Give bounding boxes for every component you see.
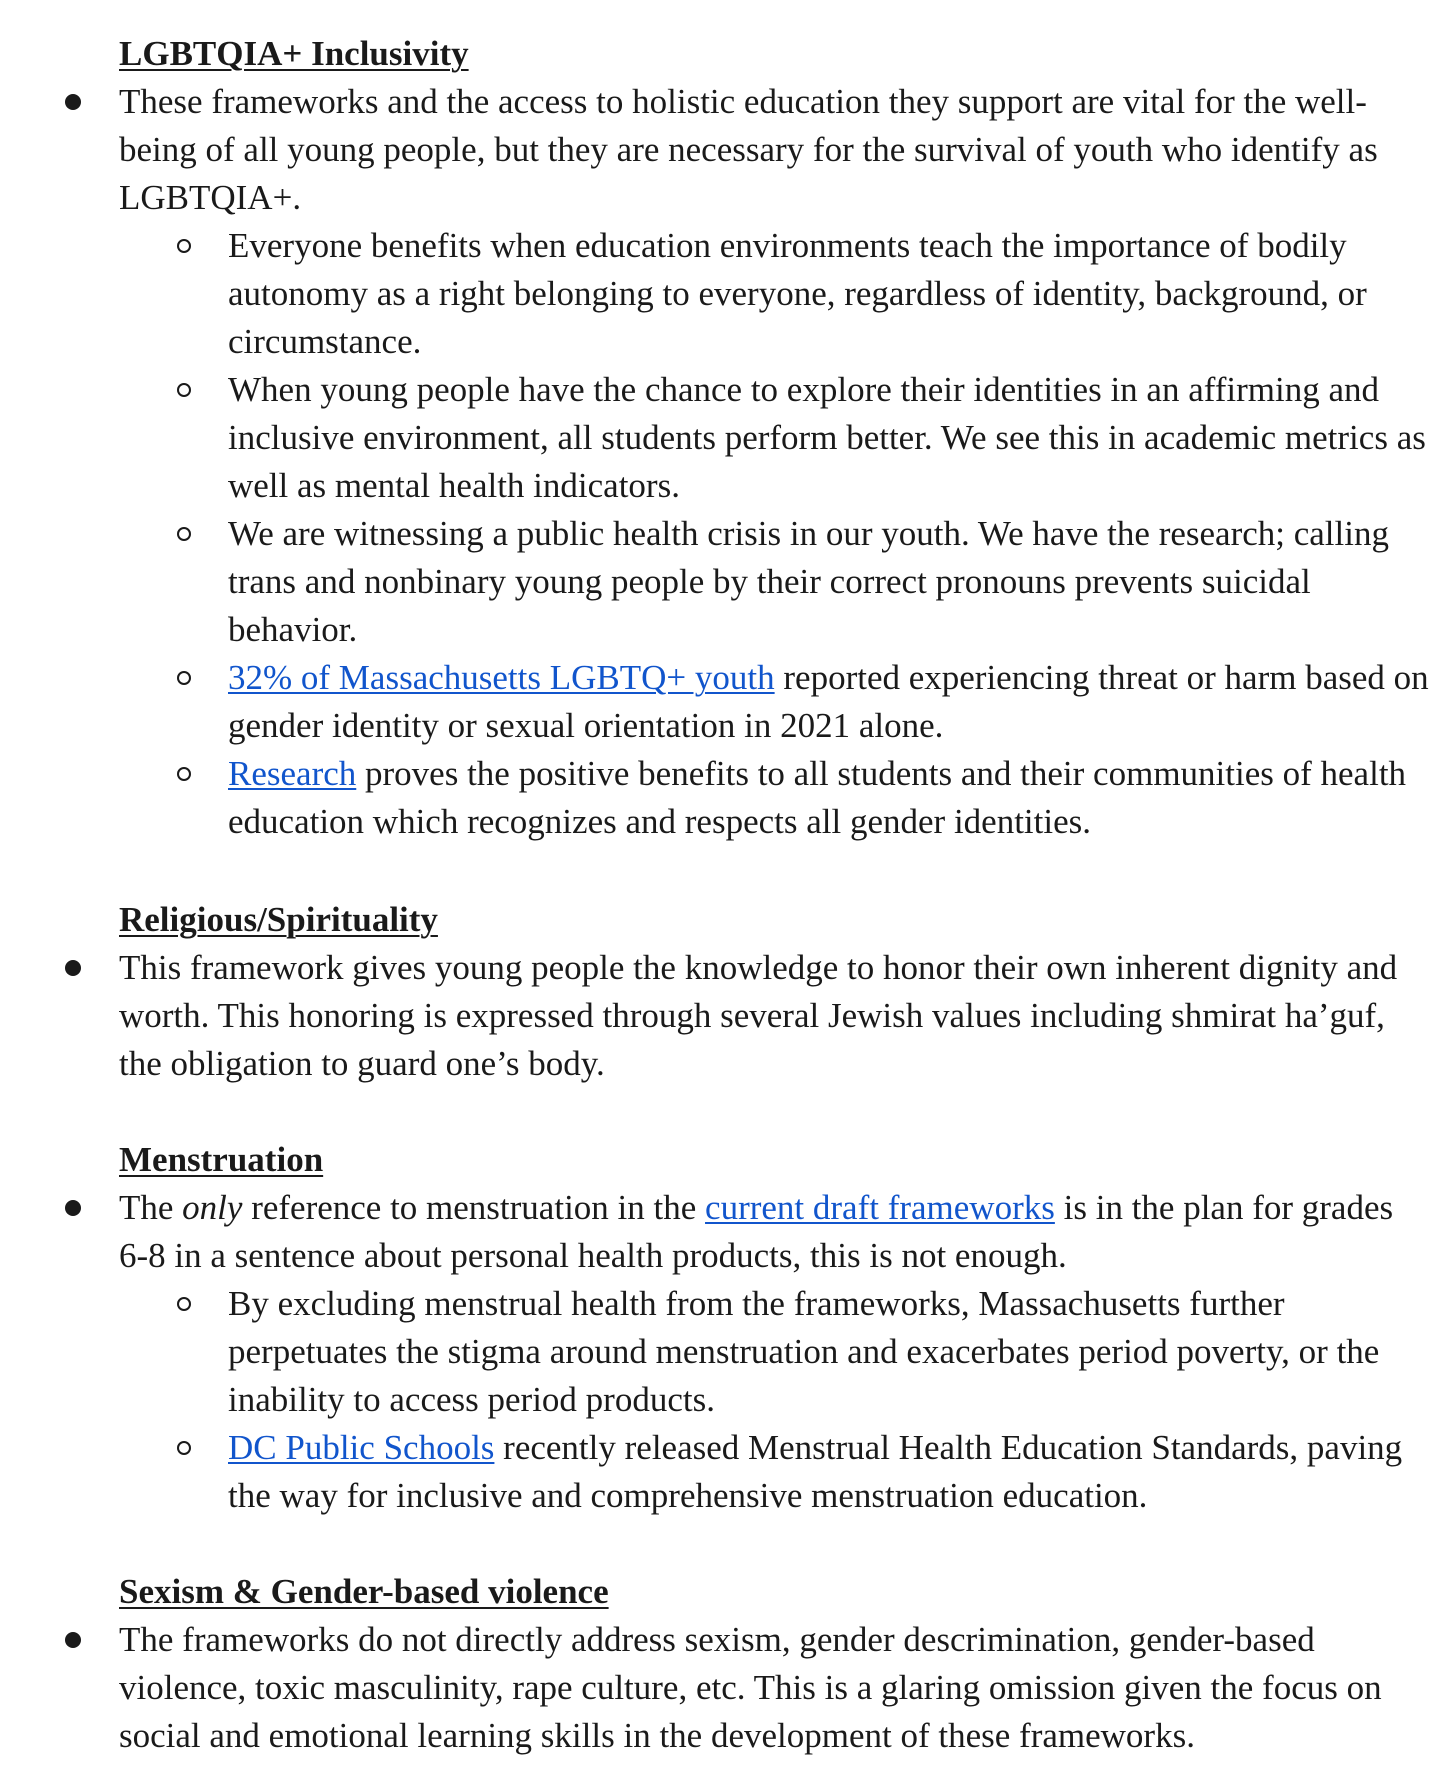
bullet-text: The frameworks do not directly address sexism, gender descrimination, gender-based violence, toxic masculinity, rape culture, etc. This is a glaring omission given the focus on social and emotional learning skills in the development of these frameworks. (119, 1620, 1382, 1755)
sub-bullet-circle-icon (177, 1297, 191, 1311)
sub-bullet-circle-icon (177, 1441, 191, 1455)
sub-bullet-text: Everyone benefits when education environments teach the importance of bodily autonomy as a right belonging to everyone, regardless of identity, background, or circumstance. (228, 226, 1367, 361)
sub-bullet-circle-icon (177, 527, 191, 541)
section-heading: Menstruation (119, 1140, 324, 1179)
bullet-disc-icon (65, 1200, 81, 1216)
research-link[interactable]: Research (228, 754, 357, 793)
bullet-text: These frameworks and the access to holistic education they support are vital for the well-being of all young people, but they are necessary for the survival of youth who identify as LGBTQIA+. (119, 82, 1378, 217)
section-heading: Sexism & Gender-based violence (119, 1572, 609, 1611)
emphasis-text: only (182, 1188, 243, 1227)
massachusetts-lgbtq-youth-link[interactable]: 32% of Massachusetts LGBTQ+ youth (228, 658, 775, 697)
sub-bullet-text-rest: recently released Menstrual Health Education Standards, paving the way for inclusive and comprehensive menstruation education. (228, 1428, 1403, 1515)
bullet-text-part: is in the plan for grades 6-8 in a sentence about personal health products, this is not enough. (119, 1188, 1394, 1275)
section-heading: LGBTQIA+ Inclusivity (119, 34, 469, 73)
sub-bullet-text-rest: proves the positive benefits to all students and their communities of health education which recognizes and respects all gender identities. (228, 754, 1407, 841)
bullet-text (119, 1184, 1409, 1280)
section-heading: Religious/Spirituality (119, 900, 438, 939)
sub-bullet-circle-icon (177, 383, 191, 397)
current-draft-frameworks-link[interactable]: current draft frameworks (705, 1188, 1055, 1227)
sub-bullet-text (228, 1424, 1433, 1520)
sub-bullet-text: We are witnessing a public health crisis in our youth. We have the research; calling trans and nonbinary young people by their correct pronouns prevents suicidal behavior. (228, 514, 1389, 649)
bullet-disc-icon (65, 94, 81, 110)
sub-bullet-text-rest: reported experiencing threat or harm based on gender identity or sexual orientation in 2021 alone. (228, 658, 1429, 745)
bullet-text-part: The (119, 1188, 183, 1227)
sub-bullet-text: By excluding menstrual health from the frameworks, Massachusetts further perpetuates the stigma around menstruation and exacerbates period poverty, or the inability to access period products. (228, 1284, 1380, 1419)
sub-bullet-circle-icon (177, 671, 191, 685)
sub-bullet-circle-icon (177, 239, 191, 253)
sub-bullet-text (228, 750, 1433, 846)
sub-bullet-text: When young people have the chance to explore their identities in an affirming and inclusive environment, all students perform better. We see this in academic metrics as well as mental health indicators. (228, 370, 1426, 505)
bullet-text: This framework gives young people the knowledge to honor their own inherent dignity and worth. This honoring is expressed through several Jewish values including shmirat ha’guf, the obligation to guard one’s body. (119, 948, 1398, 1083)
dc-public-schools-link[interactable]: DC Public Schools (228, 1428, 495, 1467)
sub-bullet-circle-icon (177, 767, 191, 781)
bullet-disc-icon (65, 960, 81, 976)
sub-bullet-text (228, 654, 1433, 750)
bullet-disc-icon (65, 1632, 81, 1648)
bullet-text-part: reference to menstruation in the (242, 1188, 706, 1227)
